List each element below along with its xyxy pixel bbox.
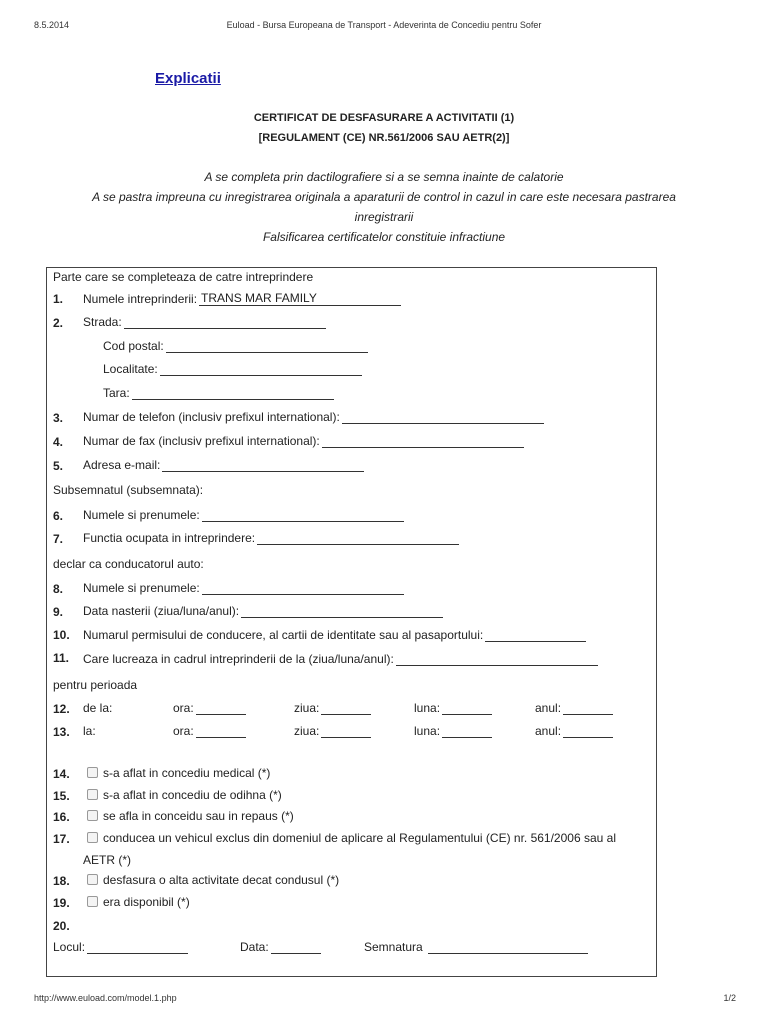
instruction-line: inregistrarii <box>354 210 414 224</box>
company-section-heading: Parte care se completeaza de catre intreprindere <box>53 270 314 284</box>
regulation-subtitle: [REGULAMENT (CE) NR.561/2006 SAU AETR(2)] <box>258 132 510 144</box>
to-year-field[interactable] <box>563 725 613 738</box>
undersigned-heading: Subsemnatul (subsemnata): <box>53 483 204 497</box>
postal-code-field[interactable] <box>166 340 368 353</box>
field-number: 9. <box>53 605 64 619</box>
country-label: Tara: <box>103 386 130 400</box>
email-row <box>83 458 364 472</box>
field-number: 11. <box>53 651 70 665</box>
other-activity-label: desfasura o alta activitate decat condusul (*) <box>103 873 340 887</box>
date-field[interactable] <box>271 941 321 954</box>
field-number: 15. <box>53 789 70 803</box>
field-number: 10. <box>53 628 70 642</box>
rest-option <box>87 809 294 823</box>
street-row <box>83 315 326 329</box>
excluded-vehicle-checkbox[interactable] <box>87 832 98 843</box>
excluded-vehicle-option <box>87 831 616 845</box>
field-number: 7. <box>53 532 64 546</box>
day-label: ziua: <box>294 724 320 738</box>
from-year-field[interactable] <box>563 702 613 715</box>
from-hour-field[interactable] <box>196 702 246 715</box>
date-label: Data: <box>240 940 269 954</box>
to-hour-field[interactable] <box>196 725 246 738</box>
date-group <box>240 940 321 954</box>
hour-label: ora: <box>173 701 194 715</box>
available-checkbox[interactable] <box>87 896 98 907</box>
medical-leave-checkbox[interactable] <box>87 767 98 778</box>
to-year-group <box>535 724 613 738</box>
signer-name-row <box>83 508 404 522</box>
field-number: 18. <box>53 874 70 888</box>
year-label: anul: <box>535 701 562 715</box>
explicatii-link[interactable]: Explicatii <box>155 70 221 87</box>
field-number: 17. <box>53 832 70 846</box>
street-label: Strada: <box>83 315 122 329</box>
street-field[interactable] <box>124 316 326 329</box>
country-field[interactable] <box>132 387 334 400</box>
birth-date-label: Data nasterii (ziua/luna/anul): <box>83 604 240 618</box>
annual-leave-label: s-a aflat in concediu de odihna (*) <box>103 788 282 802</box>
driver-declaration-heading: declar ca conducatorul auto: <box>53 557 204 571</box>
period-from-label: de la: <box>83 701 113 715</box>
signer-name-label: Numele si prenumele: <box>83 508 200 522</box>
instruction-line: A se pastra impreuna cu inregistrarea originala a aparaturii de control in cazul in care este necesara pastrarea <box>92 190 676 204</box>
to-day-field[interactable] <box>321 725 371 738</box>
signature-field[interactable] <box>428 941 588 954</box>
driver-name-label: Numele si prenumele: <box>83 581 200 595</box>
page-number: 1/2 <box>723 993 736 1003</box>
print-page-title: Euload - Bursa Europeana de Transport - Adeverinta de Concediu pentru Sofer <box>226 20 542 30</box>
excluded-vehicle-label: conducea un vehicul exclus din domeniul de aplicare al Regulamentului (CE) nr. 561/2006 sau al <box>103 831 616 845</box>
field-number: 8. <box>53 582 64 596</box>
print-date: 8.5.2014 <box>34 20 70 30</box>
employment-start-label: Care lucreaza in cadrul intreprinderii de la (ziua/luna/anul): <box>83 652 394 666</box>
month-label: luna: <box>414 701 441 715</box>
other-activity-option <box>87 873 339 887</box>
to-month-group <box>414 724 492 738</box>
signer-name-field[interactable] <box>202 509 404 522</box>
print-url: http://www.euload.com/model.1.php <box>34 993 177 1003</box>
email-field[interactable] <box>162 459 364 472</box>
field-number: 1. <box>53 292 64 306</box>
field-number: 4. <box>53 435 64 449</box>
field-number: 2. <box>53 316 64 330</box>
month-label: luna: <box>414 724 441 738</box>
phone-field[interactable] <box>342 411 544 424</box>
locality-row <box>103 362 362 376</box>
birth-date-field[interactable] <box>241 605 443 618</box>
locality-field[interactable] <box>160 363 362 376</box>
driver-name-row <box>83 581 404 595</box>
phone-row <box>83 410 544 424</box>
field-number: 5. <box>53 459 64 473</box>
to-hour-group <box>173 724 246 738</box>
instruction-line: Falsificarea certificatelor constituie infractiune <box>262 230 506 244</box>
position-row <box>83 531 459 545</box>
field-number: 3. <box>53 411 64 425</box>
postal-code-row <box>103 339 368 353</box>
field-number: 19. <box>53 896 70 910</box>
employment-start-field[interactable] <box>396 653 598 666</box>
employment-start-row <box>83 652 598 666</box>
place-field[interactable] <box>87 941 188 954</box>
from-day-group <box>294 701 371 715</box>
period-heading: pentru perioada <box>53 678 138 692</box>
instruction-line: A se completa prin dactilografiere si a se semna inainte de calatorie <box>204 170 564 184</box>
license-field[interactable] <box>485 629 586 642</box>
year-label: anul: <box>535 724 562 738</box>
hour-label: ora: <box>173 724 194 738</box>
from-year-group <box>535 701 613 715</box>
from-month-group <box>414 701 492 715</box>
day-label: ziua: <box>294 701 320 715</box>
rest-checkbox[interactable] <box>87 810 98 821</box>
medical-leave-option <box>87 766 270 780</box>
company-name-row <box>83 291 401 306</box>
from-day-field[interactable] <box>321 702 371 715</box>
place-group <box>53 940 188 954</box>
field-number: 14. <box>53 767 70 781</box>
field-number: 16. <box>53 810 70 824</box>
available-label: era disponibil (*) <box>103 895 190 909</box>
fax-field[interactable] <box>322 435 524 448</box>
from-hour-group <box>173 701 246 715</box>
company-name-field[interactable]: TRANS MAR FAMILY <box>199 291 401 306</box>
from-month-field[interactable] <box>442 702 492 715</box>
medical-leave-label: s-a aflat in concediu medical (*) <box>103 766 271 780</box>
position-field[interactable] <box>257 532 459 545</box>
signature-group <box>364 940 588 954</box>
driver-name-field[interactable] <box>202 582 404 595</box>
field-number: 12. <box>53 702 70 716</box>
annual-leave-option <box>87 788 282 802</box>
field-number: 20. <box>53 919 70 933</box>
company-name-label: Numele intreprinderii: <box>83 292 198 306</box>
license-row <box>83 628 586 642</box>
fax-row <box>83 434 524 448</box>
fax-label: Numar de fax (inclusiv prefixul international): <box>83 434 320 448</box>
period-to-label: la: <box>83 724 96 738</box>
email-label: Adresa e-mail: <box>83 458 161 472</box>
other-activity-checkbox[interactable] <box>87 874 98 885</box>
field-number: 13. <box>53 725 70 739</box>
birth-date-row <box>83 604 443 618</box>
to-day-group <box>294 724 371 738</box>
field-number: 6. <box>53 509 64 523</box>
phone-label: Numar de telefon (inclusiv prefixul international): <box>83 410 340 424</box>
available-option <box>87 895 190 909</box>
postal-code-label: Cod postal: <box>103 339 164 353</box>
country-row <box>103 386 334 400</box>
license-label: Numarul permisului de conducere, al cartii de identitate sau al pasaportului: <box>83 628 484 642</box>
rest-label: se afla in conceidu sau in repaus (*) <box>103 809 294 823</box>
certificate-title: CERTIFICAT DE DESFASURARE A ACTIVITATII (1) <box>253 112 515 124</box>
excluded-vehicle-label-cont: AETR (*) <box>83 853 131 867</box>
annual-leave-checkbox[interactable] <box>87 789 98 800</box>
signature-label: Semnatura <box>364 940 423 954</box>
to-month-field[interactable] <box>442 725 492 738</box>
position-label: Functia ocupata in intreprindere: <box>83 531 256 545</box>
place-label: Locul: <box>53 940 86 954</box>
locality-label: Localitate: <box>103 362 158 376</box>
